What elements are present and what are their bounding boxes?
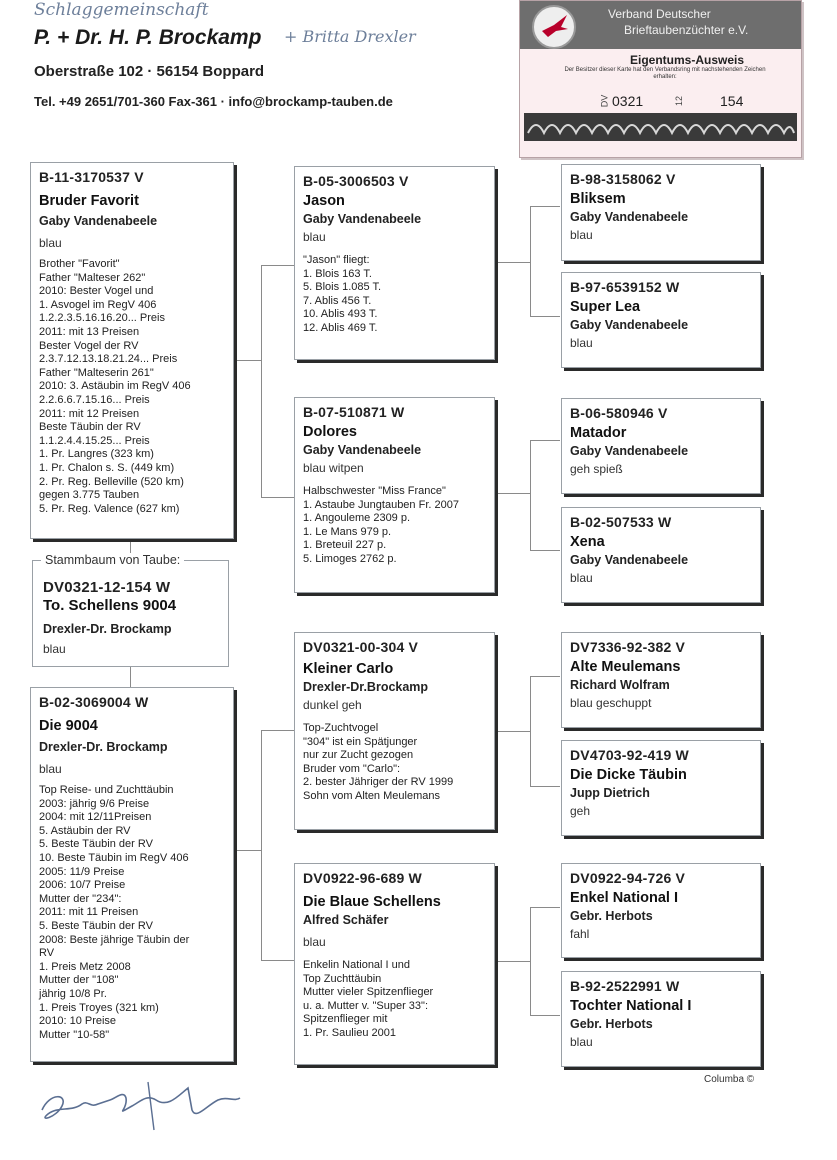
pedigree-box-mother — [30, 687, 234, 1062]
note-line: Spitzenflieger mit — [303, 1013, 388, 1026]
ring-number: DV7336-92-382 V — [570, 639, 686, 655]
connector-father-vertical — [261, 265, 262, 497]
note-line: 1. Pr. Chalon s. S. (449 km) — [39, 461, 175, 474]
note-line: 1. Angouleme 2309 p. — [303, 512, 411, 525]
color: geh — [570, 804, 591, 818]
pedigree-box-mother-father — [294, 632, 495, 830]
connector-mf-a — [530, 676, 560, 677]
color: dunkel geh — [303, 698, 362, 712]
ring-number: B-07-510871 W — [303, 404, 405, 420]
color: blau geschuppt — [570, 696, 652, 710]
subject-name: To. Schellens 9004 — [43, 597, 177, 614]
note-line: 2005: 11/9 Preise — [39, 865, 125, 878]
connector-ff — [495, 262, 530, 263]
note-line: 2010: Bester Vogel und — [39, 285, 154, 298]
color: blau — [39, 236, 62, 250]
note-line: 2011: mit 11 Preisen — [39, 906, 139, 919]
subject-color: blau — [43, 642, 66, 656]
performance-notes — [303, 722, 486, 804]
connector-fm-a — [530, 440, 560, 441]
connector-father-ff — [261, 265, 296, 266]
connector-mother-vertical — [261, 730, 262, 960]
ring-number: B-98-3158062 V — [570, 171, 676, 187]
note-line: 10. Ablis 493 T. — [303, 308, 378, 321]
note-line: 2011: mit 12 Preisen — [39, 407, 140, 420]
connector-fm — [495, 493, 530, 494]
card-prefix: DV — [599, 94, 610, 108]
pedigree-box-mmm — [561, 971, 761, 1067]
color: blau — [303, 935, 326, 949]
breeder-name: Drexler-Dr.Brockamp — [303, 680, 429, 694]
note-line: 1. Breteuil 227 p. — [303, 539, 387, 552]
note-line: 2011: mit 13 Preisen — [39, 325, 140, 338]
connector-mother — [233, 850, 261, 851]
color: blau — [303, 230, 326, 244]
note-line: Father "Malteserin 261" — [39, 366, 154, 379]
note-line: 2010: 3. Astäubin im RegV 406 — [39, 380, 191, 393]
note-line: Top Reise- und Zuchttäubin — [39, 784, 174, 796]
note-line: 5. Blois 1.085 T. — [303, 281, 382, 294]
note-line: 1. Asvogel im RegV 406 — [39, 298, 157, 311]
note-line: Bester Vogel der RV — [39, 339, 139, 352]
breeder-name: Alfred Schäfer — [303, 913, 389, 927]
note-line: Brother "Favorit" — [39, 258, 120, 270]
note-line: u. a. Mutter v. "Super 33": — [303, 999, 428, 1012]
ring-number: B-11-3170537 V — [39, 169, 144, 185]
connector-mm — [495, 961, 530, 962]
note-line: Bruder vom "Carlo": — [303, 762, 401, 775]
note-line: 1.1.2.4.4.15.25... Preis — [39, 434, 150, 447]
pigeon-name: Xena — [570, 534, 605, 550]
connector-mm-b — [530, 1015, 560, 1016]
pedigree-box-father-mother — [294, 397, 495, 593]
color: geh spieß — [570, 462, 623, 476]
note-line: 1. Pr. Saulieu 2001 — [303, 1026, 396, 1039]
connector-mf-b — [530, 786, 560, 787]
pedigree-box-fff — [561, 164, 761, 261]
note-line: 5. Limoges 2762 p. — [303, 552, 397, 565]
subject-label: Stammbaum von Taube: — [41, 553, 184, 567]
pigeon-name: Bliksem — [570, 191, 626, 207]
note-line: 10. Beste Täubin im RegV 406 — [39, 851, 189, 864]
breeder-name: Gaby Vandenabeele — [570, 444, 689, 458]
note-line: 5. Beste Täubin der RV — [39, 838, 153, 851]
pedigree-box-ffm — [561, 272, 761, 368]
connector-fm-vertical — [530, 440, 531, 550]
card-year: 12 — [674, 95, 685, 107]
color: blau — [39, 762, 62, 776]
pedigree-box-fmf — [561, 398, 761, 494]
note-line: 5. Pr. Reg. Valence (627 km) — [39, 502, 180, 515]
performance-notes — [39, 784, 225, 1042]
note-line: 2. Pr. Reg. Belleville (520 km) — [39, 475, 184, 488]
breeder-name: Gaby Vandenabeele — [570, 553, 689, 567]
pedigree-box-mother-mother — [294, 863, 495, 1065]
note-line: 2.3.7.12.13.18.21.24... Preis — [39, 353, 178, 366]
connector-father-fm — [261, 497, 296, 498]
dove-logo — [532, 5, 576, 49]
ring-number: B-02-507533 W — [570, 514, 672, 530]
ring-number: B-02-3069004 W — [39, 694, 149, 710]
note-line: Top-Zuchtvogel — [303, 722, 379, 734]
note-line: 1. Pr. Langres (323 km) — [39, 448, 154, 461]
handwritten-signature — [28, 1070, 248, 1140]
connector-fm-b — [530, 550, 560, 551]
note-line: 2003: jährig 9/6 Preise — [39, 797, 150, 810]
note-line: 2.2.6.6.7.15.16... Preis — [39, 393, 150, 406]
note-line: Enkelin National I und — [303, 959, 411, 971]
note-line: Mutter der "108" — [39, 974, 119, 987]
note-line: gegen 3.775 Tauben — [39, 489, 140, 502]
owner-name: P. + Dr. H. P. Brockamp — [34, 26, 262, 49]
ring-number: DV4703-92-419 W — [570, 747, 689, 763]
owner-contact: Tel. +49 2651/701-360 Fax-361 · info@brockamp-tauben.de — [34, 94, 393, 109]
card-org-line1: Verband Deutscher — [608, 7, 711, 21]
card-club-number: 0321 — [612, 93, 644, 109]
pigeon-name: Enkel National I — [570, 890, 678, 906]
note-line: "Jason" fliegt: — [303, 254, 370, 266]
note-line: Halbschwester "Miss France" — [303, 485, 446, 497]
color: fahl — [570, 927, 590, 941]
card-org-line2: Brieftaubenzüchter e.V. — [624, 23, 749, 37]
note-line: Mutter der "234": — [39, 892, 122, 905]
connector-mm-a — [530, 907, 560, 908]
breeder-name: Drexler-Dr. Brockamp — [39, 740, 168, 754]
note-line: 12. Ablis 469 T. — [303, 321, 378, 334]
note-line: Father "Malteser 262" — [39, 271, 146, 284]
handwritten-owner-addition: + Britta Drexler — [284, 27, 416, 46]
breeder-name: Gaby Vandenabeele — [303, 443, 422, 457]
credit-label: Columba © — [704, 1074, 755, 1085]
note-line: 1. Blois 163 T. — [303, 267, 372, 280]
card-title: Eigentums-Ausweis — [630, 53, 745, 67]
performance-notes — [39, 258, 225, 516]
subject-breeder: Drexler-Dr. Brockamp — [43, 622, 172, 636]
pigeon-name: Tochter National I — [570, 998, 692, 1014]
color: blau — [570, 228, 593, 242]
ring-number: B-92-2522991 W — [570, 978, 680, 994]
note-line: 5. Astäubin der RV — [39, 824, 131, 837]
note-line: Sohn vom Alten Meulemans — [303, 789, 440, 802]
color: blau — [570, 1035, 593, 1049]
connector-mf-vertical — [530, 676, 531, 786]
breeder-name: Gebr. Herbots — [570, 909, 653, 923]
pedigree-box-father — [30, 162, 234, 539]
note-line: Mutter vieler Spitzenflieger — [303, 986, 434, 999]
breeder-name: Gebr. Herbots — [570, 1017, 653, 1031]
pigeon-name: Die 9004 — [39, 718, 98, 734]
breeder-name: Jupp Dietrich — [570, 786, 650, 800]
ring-number: DV0922-94-726 V — [570, 870, 686, 886]
pigeon-name: Matador — [570, 425, 627, 441]
ring-number: B-05-3006503 V — [303, 173, 409, 189]
performance-notes — [303, 485, 486, 567]
pigeon-name: Die Dicke Täubin — [570, 767, 687, 783]
note-line: nur zur Zucht gezogen — [303, 749, 414, 762]
color: blau — [570, 571, 593, 585]
note-line: 1. Le Mans 979 p. — [303, 525, 392, 538]
note-line: 1. Preis Metz 2008 — [39, 960, 131, 973]
pedigree-box-mff — [561, 632, 761, 728]
pigeon-name: Bruder Favorit — [39, 193, 139, 209]
connector-subject-mother — [130, 667, 131, 687]
connector-father — [233, 360, 261, 361]
pigeon-name: Dolores — [303, 424, 357, 440]
note-line: Mutter "10-58" — [39, 1028, 110, 1041]
color: blau — [570, 336, 593, 350]
card-pattern-stripe — [524, 113, 797, 141]
breeder-name: Gaby Vandenabeele — [570, 210, 689, 224]
pedigree-box-father-father — [294, 166, 495, 360]
pigeon-name: Jason — [303, 193, 345, 209]
note-line: 2. bester Jähriger der RV 1999 — [303, 776, 454, 789]
note-line: 1.2.2.3.5.16.16.20... Preis — [39, 312, 165, 325]
subject-ring-number: DV0321-12-154 W — [43, 579, 171, 596]
connector-mother-mm — [261, 960, 296, 961]
ring-number: DV0922-96-689 W — [303, 870, 422, 886]
pedigree-box-fmm — [561, 507, 761, 603]
note-line: "304" ist ein Spätjunger — [303, 735, 418, 748]
note-line: 7. Ablis 456 T. — [303, 294, 372, 307]
handwritten-title: Schlaggemeinschaft — [34, 0, 209, 20]
pigeon-name: Super Lea — [570, 299, 641, 315]
breeder-name: Gaby Vandenabeele — [39, 214, 158, 228]
performance-notes — [303, 959, 486, 1041]
color: blau witpen — [303, 461, 364, 475]
ring-number: B-06-580946 V — [570, 405, 668, 421]
connector-mm-vertical — [530, 907, 531, 1015]
performance-notes — [303, 254, 486, 336]
ring-number: B-97-6539152 W — [570, 279, 680, 295]
pigeon-name: Kleiner Carlo — [303, 661, 394, 677]
note-line: 2006: 10/7 Preise — [39, 879, 126, 892]
owner-address: Oberstraße 102 · 56154 Boppard — [34, 63, 265, 80]
breeder-name: Gaby Vandenabeele — [303, 212, 422, 226]
note-line: 2004: mit 12/11Preisen — [39, 811, 152, 824]
connector-ff-b — [530, 316, 560, 317]
connector-ff-a — [530, 206, 560, 207]
connector-mf — [495, 731, 530, 732]
breeder-name: Gaby Vandenabeele — [570, 318, 689, 332]
note-line: 2010: 10 Preise — [39, 1015, 117, 1028]
note-line: Beste Täubin der RV — [39, 421, 141, 434]
connector-ff-vertical — [530, 206, 531, 316]
note-line: 2008: Beste jährige Täubin der — [39, 933, 190, 946]
pedigree-box-mfm — [561, 740, 761, 836]
note-line: 1. Preis Troyes (321 km) — [39, 1001, 159, 1014]
note-line: Top Zuchttäubin — [303, 972, 382, 985]
ring-number: DV0321-00-304 V — [303, 639, 419, 655]
note-line: 1. Astaube Jungtauben Fr. 2007 — [303, 498, 459, 511]
pedigree-box-mmf — [561, 863, 761, 958]
card-ring-number: 154 — [720, 93, 744, 109]
breeder-name: Richard Wolfram — [570, 678, 670, 692]
pigeon-name: Die Blaue Schellens — [303, 894, 441, 910]
note-line: jährig 10/8 Pr. — [39, 987, 107, 1000]
note-line: 5. Beste Täubin der RV — [39, 919, 153, 932]
connector-mother-mf — [261, 730, 296, 731]
subject-box — [32, 553, 229, 667]
card-subtitle: Der Besitzer dieser Karte hat den Verbandsring mit nachstehenden Zeichen erhalten: — [564, 67, 766, 80]
pigeon-name: Alte Meulemans — [570, 659, 681, 675]
note-line: RV — [39, 947, 55, 960]
ownership-card — [519, 0, 802, 158]
